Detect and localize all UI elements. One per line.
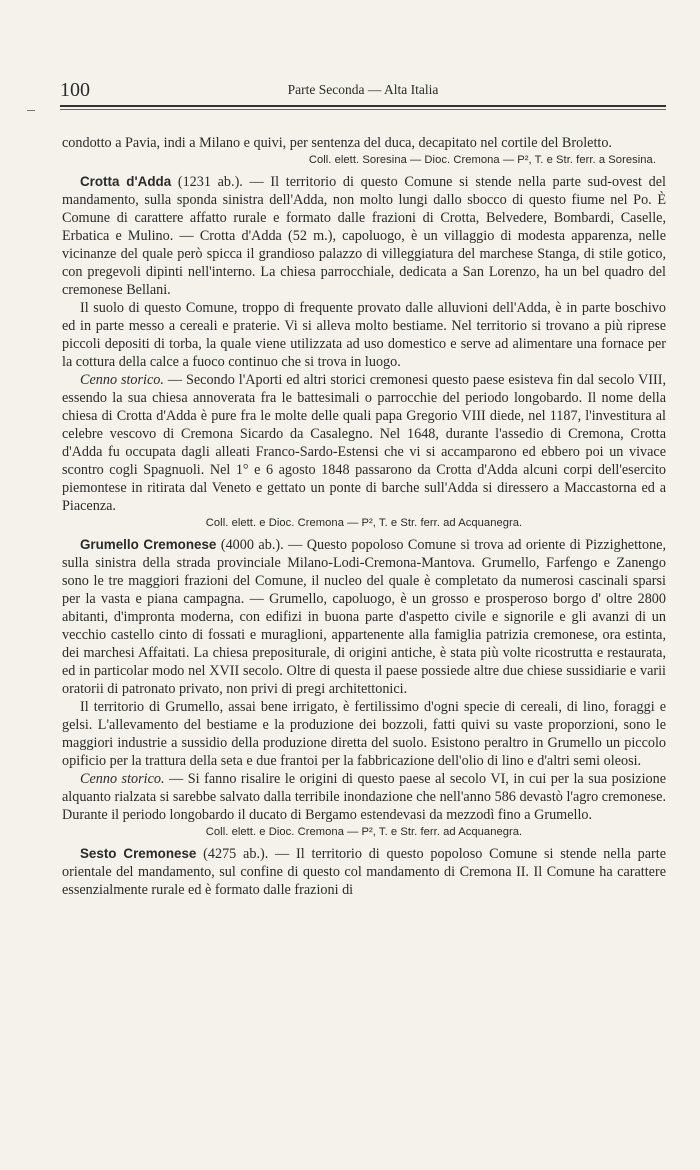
sesto-text-1: (4275 ab.). — Il territorio di questo popoloso Comune si stende nella parte orientale del mandamento, sul confine di questo col mandamento di Cremona II. Il Comune ha carattere essenzialmente rurale ed è formato dalle frazioni di [62, 846, 667, 898]
grumello-text-3: — Si fanno risalire le origini di questo paese al secolo VI, in cui per la sua posizione alquanto rialzata si sarebbe salvato dalla terribile inondazione che nell'anno 586 devastò l'agro cremonese. Durante il periodo longobardo il ducato di Bergamo estendevasi da mezzodì fino a Grumello. [62, 771, 667, 823]
electoral-note-soresina: Coll. elett. Soresina — Dioc. Cremona — P², T. e Str. ferr. a Soresina. [308, 154, 656, 166]
margin-mark [27, 110, 35, 111]
entry-heading-grumello: Grumello Cremonese [80, 537, 217, 552]
running-title: Parte Seconda — Alta Italia [287, 82, 439, 97]
crotta-paragraph-2: Il suolo di questo Comune, troppo di frequente provato dalle alluvioni dell'Adda, è in parte boschivo ed in parte messo a cereali e praterie. Vi si alleva molto bestiame. Nel territorio si trovano a più riprese piccoli depositi di torba, la quale viene utilizzata ad uso domestico e serve ad alimentare una fornace per la cottura della calce a fuoco continuo che si trova in luogo. [62, 300, 666, 370]
page-header [60, 78, 666, 102]
crotta-text-3: — Secondo l'Aporti ed altri storici cremonesi questo paese esisteva fin dal secolo VIII, essendo la sua chiesa annoverata fra le battesimali o parrocchie del periodo longobardo. Il nome della chiesa di Crotta d'Adda è pure fra le molte delle quali papa Gregorio VIII diede, nel 1187, l'investitura al celebre vescovo di Cremona Sicardo da Casalegno. Nel 1648, durante l'assedio di Cremona, Crotta d'Adda fu occupata dagli alleati Franco-Sardo-Estensi che vi si accamparono ed ebbero poi un vivace scontro cogli Spagnuoli. Nel 1° e 6 agosto 1848 passarono da Crotta d'Adda alcuni corpi dell'esercito piemontese in ritirata dal Veneto e gettato un ponte di barche sull'Adda si diressero a Maccastorna ed a Piacenza. [62, 372, 667, 514]
crotta-paragraph-1 [62, 173, 666, 299]
electoral-note-grumello: Coll. elett. e Dioc. Cremona — P², T. e Str. ferr. ad Acquanegra. [205, 826, 523, 838]
grumello-paragraph-1 [62, 536, 666, 698]
header-rule-thick [60, 105, 666, 107]
electoral-note-crotta: Coll. elett. e Dioc. Cremona — P², T. e Str. ferr. ad Acquanegra. [205, 517, 523, 529]
cenno-storico-label: Cenno storico. [80, 372, 164, 388]
cenno-storico-label: Cenno storico. [80, 771, 165, 787]
entry-heading-sesto: Sesto Cremonese [80, 846, 197, 861]
page-body [62, 134, 666, 899]
intro-paragraph: condotto a Pavia, indi a Milano e quivi, per sentenza del duca, decapitato nel cortile del Broletto. [62, 135, 612, 151]
crotta-text-1: (1231 ab.). — Il territorio di questo Comune si stende nella parte sud-ovest del mandamento, sulla sponda sinistra dell'Adda, non molto lungi dallo sbocco di questo fiume nel Po. È Comune di carattere affatto rurale e formato dalle frazioni di Crotta, Belvedere, Bombardi, Caselle, Erbatica e Mulino. — Crotta d'Adda (52 m.), capoluogo, è un villaggio di modesta apparenza, nelle vicinanze del quale però spicca il grandioso palazzo di villeggiatura del marchese Stanga, di stile gotico, con pregevoli dipinti nell'interno. La chiesa parrocchiale, dedicata a San Lorenzo, ha un bel quadro del cremonese Bellani. [62, 174, 666, 298]
grumello-paragraph-2: Il territorio di Grumello, assai bene irrigato, è fertilissimo d'ogni specie di cereali, di lino, foraggi e gelsi. L'allevamento del bestiame e la produzione dei bozzoli, fatti quivi su vaste proporzioni, sono le maggiori industrie a sussidio della produzione diretta del suolo. Esistono peraltro in Grumello un piccolo opificio per la trattura della seta e due frantoi per la fabbricazione dell'olio di lino e d'altri semi oleosi. [62, 699, 666, 769]
crotta-paragraph-3 [62, 371, 666, 515]
sesto-paragraph-1 [62, 845, 666, 899]
grumello-text-1: (4000 ab.). — Questo popoloso Comune si trova ad oriente di Pizzighettone, sulla sinistra della strada provinciale Milano-Lodi-Cremona-Mantova. Grumello, Farfengo e Zanengo sono le tre maggiori frazioni del Comune, il nucleo del quale è completato da numerosi cascinali sparsi per la vasta e piana campagna. — Grumello, capoluogo, è un grosso e prosperoso borgo d' oltre 2800 abitanti, d'impronta moderna, con edifizi in buona parte d'aspetto civile e signorile e gli avanzi di un vecchio castello cinto di fossati e muraglioni, appartenente alla famiglia patrizia cremonese, ora estinta, dei marchesi Affaitati. La chiesa prepositurale, di origini antiche, è stata più volte ricostrutta e restaurata, ed in particolar modo nel XVII secolo. Oltre di questa il paese possiede altre due chiese sussidiarie e varii oratorii di patronato privato, non privi di pregi architettonici. [62, 537, 667, 697]
grumello-paragraph-3 [62, 770, 666, 824]
entry-heading-crotta: Crotta d'Adda [80, 174, 172, 189]
page-number: 100 [60, 79, 90, 101]
header-rule-thin [60, 109, 666, 110]
